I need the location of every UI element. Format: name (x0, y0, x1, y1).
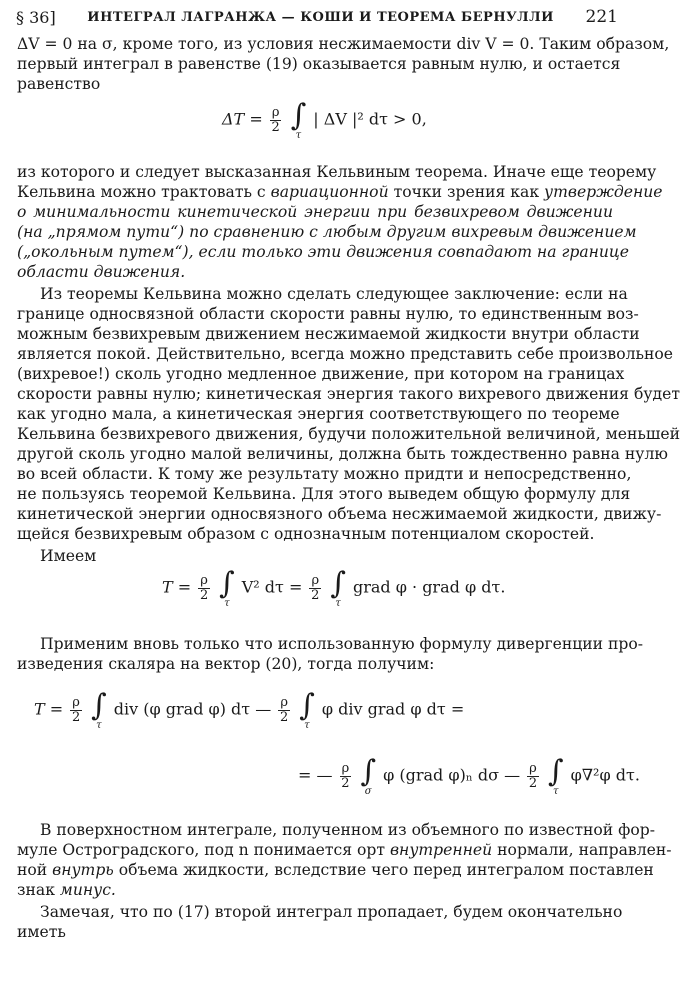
integral-sign: ∫ τ (299, 688, 315, 731)
text-line: другой сколь угодно малой величины, должна быть тождественно равна нулю (17, 445, 668, 463)
text-line: можным безвихревым движением несжимаемой жидкости внутри области (17, 325, 640, 343)
text-line-mixed: Кельвина можно трактовать с вариационной точки зрения как утверждение (17, 183, 663, 201)
text-line-mixed: знак минус. (17, 881, 116, 899)
text-line: кинетической энергии односвязного объема несжимаемой жидкости, движу- (17, 505, 662, 523)
text-line: не пользуясь теоремой Кельвина. Для этого выведем общую формулу для (17, 485, 631, 503)
text-line: (вихревое!) сколь угодно медленное движение, при котором на границах (17, 365, 625, 383)
running-header (16, 4, 618, 30)
formula-lhs: ΔT = (222, 109, 263, 129)
fraction: $\frac{\rho}{2}$ (528, 760, 538, 791)
text-line: о минимальности кинетической энергии при безвихревом движении (17, 203, 613, 221)
text-line-mixed: муле Остроградского, под n понимается орт внутренней нормали, направлен- (17, 841, 672, 859)
formula-kinetic-energy: T = $\frac{\rho}{2}$ ∫ τ V² dτ = $\frac{\rho}{2}$ ∫ τ grad φ · grad φ dτ. (162, 566, 506, 609)
text-line: („окольным путем“), если только эти движения совпадают на границе (17, 243, 630, 261)
formula-delta-t (222, 100, 427, 140)
fraction: $\frac{\rho}{2}$ (341, 760, 350, 791)
text-line: границе односвязной области скорости равны нулю, то единственным воз- (17, 305, 639, 323)
text-line: Замечая, что по (17) второй интеграл пропадает, будем окончательно (40, 903, 623, 921)
text-line: области движения. (17, 263, 186, 281)
fraction: $\frac{\rho}{2}$ (280, 694, 289, 725)
text-line: во всей области. К тому же результату можно придти и непосредственно, (17, 465, 632, 483)
text-line-mixed: ной внутрь объема жидкости, вследствие чего перед интегралом поставлен (17, 861, 654, 879)
integral-sign: ∫ τ (219, 566, 235, 609)
fraction: $\frac{\rho}{2}$ (71, 694, 81, 725)
formula-divergence-1: T = $\frac{\rho}{2}$ ∫ τ div (φ grad φ) dτ — $\frac{\rho}{2}$ ∫ τ φ div grad φ dτ = (34, 688, 465, 731)
integral-sign: ∫ τ (290, 98, 307, 141)
section-number: § 36] (16, 7, 56, 27)
formula-divergence-2: = — $\frac{\rho}{2}$ ∫ σ φ (grad φ)ₙ dσ — $\frac{\rho}{2}$ ∫ τ φ∇²φ dτ. (298, 754, 640, 797)
integral-sign: ∫ τ (547, 754, 564, 797)
text-line: (на „прямом пути“) по сравнению с любым другим вихревым движением (17, 223, 637, 241)
text-line: Кельвина безвихревого движения, будучи положительной величиной, меньшей (17, 425, 680, 443)
running-title: ИНТЕГРАЛ ЛАГРАНЖА — КОШИ И ТЕОРЕМА БЕРНУЛЛИ (87, 9, 554, 25)
text-line: изведения скаляра на вектор (20), тогда получим: (17, 655, 435, 673)
fraction: $\frac{\rho}{2}$ (199, 572, 209, 603)
text-line: первый интеграл в равенстве (19) оказывается равным нулю, и остается (17, 55, 621, 73)
fraction: $\frac{\rho}{2}$ (271, 104, 280, 135)
text-line: Имеем (40, 547, 97, 565)
integral-sign: ∫ τ (91, 688, 107, 731)
integral-sign: ∫ σ (360, 754, 376, 797)
text-line: иметь (17, 923, 66, 941)
text-line: из которого и следует высказанная Кельвиным теорема. Иначе еще теорему (17, 163, 657, 181)
page-number: 221 (585, 7, 618, 27)
fraction: $\frac{\rho}{2}$ (311, 572, 320, 603)
text-line: скорости равны нулю; кинетическая энергия такого вихревого движения будет (17, 385, 680, 403)
text-line: является покой. Действительно, всегда можно представить себе произвольное (17, 345, 673, 363)
integral-sign: ∫ τ (330, 566, 346, 609)
text-line: ΔV = 0 на σ, кроме того, из условия несжимаемости div V = 0. Таким образом, (17, 35, 670, 53)
formula-integrand: | ΔV |² dτ > 0, (313, 109, 427, 129)
text-line: Из теоремы Кельвина можно сделать следующее заключение: если на (40, 285, 628, 303)
text-line: Применим вновь только что использованную формулу дивергенции про- (40, 635, 644, 653)
text-line: щейся безвихревым образом с однозначным потенциалом скоростей. (17, 525, 595, 543)
text-line: В поверхностном интеграле, полученном из объемного по известной фор- (40, 821, 655, 839)
text-line: равенство (17, 75, 101, 93)
text-line: как угодно мала, а кинетическая энергия соответствующего по теореме (17, 405, 620, 423)
